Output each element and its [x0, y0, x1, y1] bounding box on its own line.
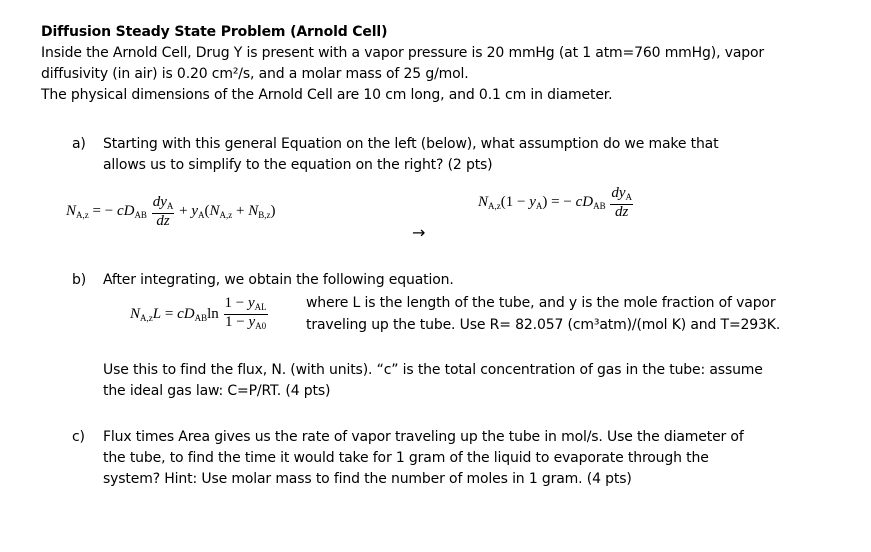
part-b-line-4: the ideal gas law: C=P/RT. (4 pts): [103, 383, 331, 399]
intro-line-3: The physical dimensions of the Arnold Cell are 10 cm long, and 0.1 cm in diameter.: [41, 87, 613, 103]
general-flux-equation: $N_{A,z}$ = − $cD_{AB}$ $\frac{dy_A}{dz}$ + $y_A(N_{A,z} + N_{B,z})$: [66, 194, 276, 229]
page-title: Diffusion Steady State Problem (Arnold Cell): [41, 24, 388, 40]
part-b-label: b): [72, 272, 87, 288]
part-a-line-1: Starting with this general Equation on the left (below), what assumption do we make that: [103, 136, 719, 152]
part-a-line-2: allows us to simplify to the equation on the right? (2 pts): [103, 157, 493, 173]
part-c-label: c): [72, 429, 85, 445]
part-b-line-3: Use this to find the flux, N. (with units). “c” is the total concentration of gas in the tube: assume: [103, 362, 763, 378]
integrated-flux-equation: $N_{A,z}L = cD_{AB}\ln$ $\frac{1 - y_{AL}}{1 - y_{A0}}$: [130, 295, 267, 331]
part-c-line-3: system? Hint: Use molar mass to find the number of moles in 1 gram. (4 pts): [103, 471, 632, 487]
simplified-flux-equation: $N_{A,z}(1 - y_A)$ = − $cD_{AB}$ $\frac{dy_A}{dz}$: [478, 185, 633, 220]
part-c-line-2: the tube, to find the time it would take for 1 gram of the liquid to evaporate through the: [103, 450, 709, 466]
part-b-note-2: traveling up the tube. Use R= 82.057 (cm³atm)/(mol K) and T=293K.: [306, 317, 781, 333]
intro-line-2: diffusivity (in air) is 0.20 cm²/s, and a molar mass of 25 g/mol.: [41, 66, 469, 82]
part-a-label: a): [72, 136, 86, 152]
part-b-note-1: where L is the length of the tube, and y is the mole fraction of vapor: [306, 295, 776, 311]
part-b-line-1: After integrating, we obtain the following equation.: [103, 272, 454, 288]
intro-line-1: Inside the Arnold Cell, Drug Y is present with a vapor pressure is 20 mmHg (at 1 atm=760 mmHg), vapor: [41, 45, 765, 61]
part-c-line-1: Flux times Area gives us the rate of vapor traveling up the tube in mol/s. Use the diameter of: [103, 429, 744, 445]
arrow-icon: →: [412, 223, 426, 242]
